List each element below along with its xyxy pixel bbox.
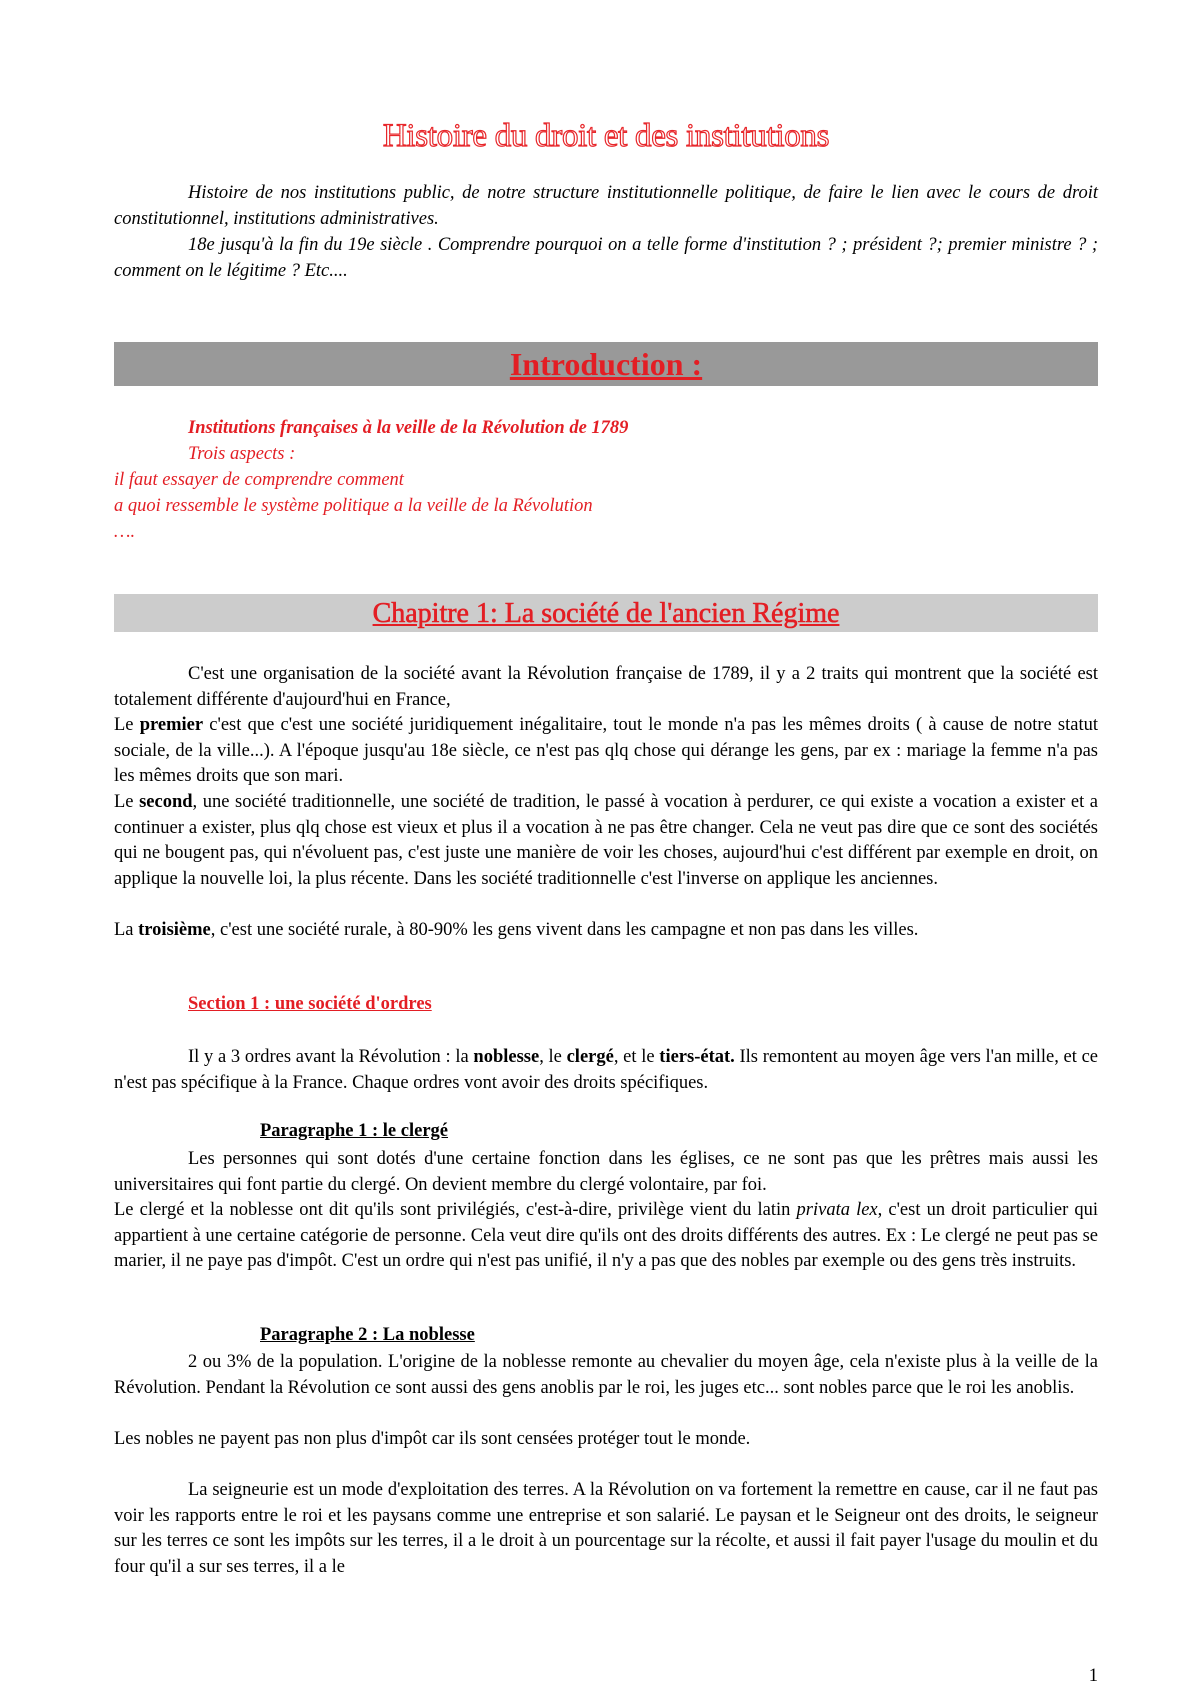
section-1-paragraph: Il y a 3 ordres avant la Révolution : la noblesse, le clergé, et le tiers-état. Ils remontent au moyen âge vers l'an mille, et ce n'est pas spécifique à la France. Chaque ordres vont avoir des droits spécifiques. — [114, 1047, 1098, 1093]
introduction-line-4: a quoi ressemble le système politique a la veille de la Révolution — [114, 496, 593, 516]
page-number: 1 — [1088, 1666, 1098, 1686]
paragraph-1-text-2: Le clergé et la noblesse ont dit qu'ils sont privilégiés, c'est-à-dire, privilège vient du latin privata lex, c'est un droit particulier qui appartient à une certaine catégorie de personne. Cela veut dire qu'ils ont des droits différents des autres. Ex : Le clergé ne peut pas se marier, il ne paye pas d'impôt. C'est un ordre qui n'est pas unifié, il n'y a pas que des nobles par exemple ou des gens très instruits. — [114, 1200, 1098, 1272]
chapter-1-paragraph-2: Le premier c'est que c'est une société juridiquement inégalitaire, tout le monde n'a pas les mêmes droits ( à cause de notre statut sociale, de la ville...). A l'époque jusqu'au 18e siècle, ce n'est pas qlq chose qui dérange les gens, par ex : mariage la femme n'a pas les mêmes droits que son mari. — [114, 715, 1098, 787]
intro-paragraph-2: 18e jusqu'à la fin du 19e siècle . Comprendre pourquoi on a telle forme d'institution ? ; président ?; premier ministre ? ; comment on le légitime ? Etc.... — [114, 235, 1098, 281]
paragraph-1-text-1: Les personnes qui sont dotés d'une certaine fonction dans les églises, ce ne sont pas que les prêtres mais aussi les universitaires qui font partie du clergé. On devient membre du clergé volontaire, par foi. — [114, 1149, 1098, 1195]
paragraph-2-title: Paragraphe 2 : La noblesse — [260, 1325, 475, 1345]
introduction-line-5: …. — [114, 522, 136, 542]
section-1-title: Section 1 : une société d'ordres — [188, 994, 432, 1014]
paragraph-2-text-3: La seigneurie est un mode d'exploitation des terres. A la Révolution on va fortement la remettre en cause, car il ne faut pas voir les rapports entre le roi et les paysans comme une entreprise et son salarié. Le paysan et le Seigneur ont des droits, le seigneur sur les terres ce sont les impôts sur les terres, il a le droit à un pourcentage sur la récolte, et aussi il fait payer l'usage du moulin et du four qu'il a sur ses terres, il a le — [114, 1480, 1098, 1577]
paragraph-2-text-1: 2 ou 3% de la population. L'origine de la noblesse remonte au chevalier du moyen âge, cela n'existe plus à la veille de la Révolution. Pendant la Révolution ce sont aussi des gens anoblis par le roi, les juges etc... sont nobles parce que le roi les anoblis. — [114, 1352, 1098, 1398]
introduction-block — [114, 415, 1098, 545]
chapter-1-heading: Chapitre 1: La société de l'ancien Régime — [372, 598, 840, 629]
chapter-1-paragraph-3: Le second, une société traditionnelle, une société de tradition, le passé à vocation à perdurer, ce qui existe a vocation a exister et a continuer a exister, plus qlq chose est vieux et plus il a vocation à ne pas être changer. Cela ne veut pas dire que ce sont des sociétés qui ne bougent pas, qui n'évoluent pas, c'est juste une manière de voir les choses, aujourd'hui c'est différent par exemple en droit, on applique la nouvelle loi, la plus récente. Dans les société traditionnelle c'est l'inverse on applique les anciennes. — [114, 792, 1098, 889]
intro-paragraph-1: Histoire de nos institutions public, de notre structure institutionnelle politique, de faire le lien avec le cours de droit constitutionnel, institutions administratives. — [114, 183, 1098, 229]
introduction-heading: Introduction : — [509, 346, 703, 382]
document-title: Histoire du droit et des institutions — [382, 118, 830, 154]
keyword-premier: premier — [139, 715, 204, 735]
chapter-1-heading-bar — [114, 594, 1098, 632]
introduction-line-2: Trois aspects : — [188, 444, 296, 464]
introduction-heading-bar — [114, 342, 1098, 386]
paragraph-1-title: Paragraphe 1 : le clergé — [260, 1121, 449, 1141]
document-page — [114, 0, 1098, 1698]
chapter-1-paragraph-1: C'est une organisation de la société avant la Révolution française de 1789, il y a 2 traits qui montrent que la société est totalement différente d'aujourd'hui en France, — [114, 664, 1098, 710]
introduction-line-3: il faut essayer de comprendre comment — [114, 470, 404, 490]
chapter-1-paragraph-4: La troisième, c'est une société rurale, à 80-90% les gens vivent dans les campagne et non pas dans les villes. — [114, 920, 919, 940]
introduction-line-1: Institutions françaises à la veille de la Révolution de 1789 — [188, 418, 629, 438]
keyword-second: second — [139, 792, 193, 812]
keyword-troisieme: troisième — [138, 920, 211, 940]
paragraph-2-text-2: Les nobles ne payent pas non plus d'impôt car ils sont censées protéger tout le monde. — [114, 1429, 751, 1449]
